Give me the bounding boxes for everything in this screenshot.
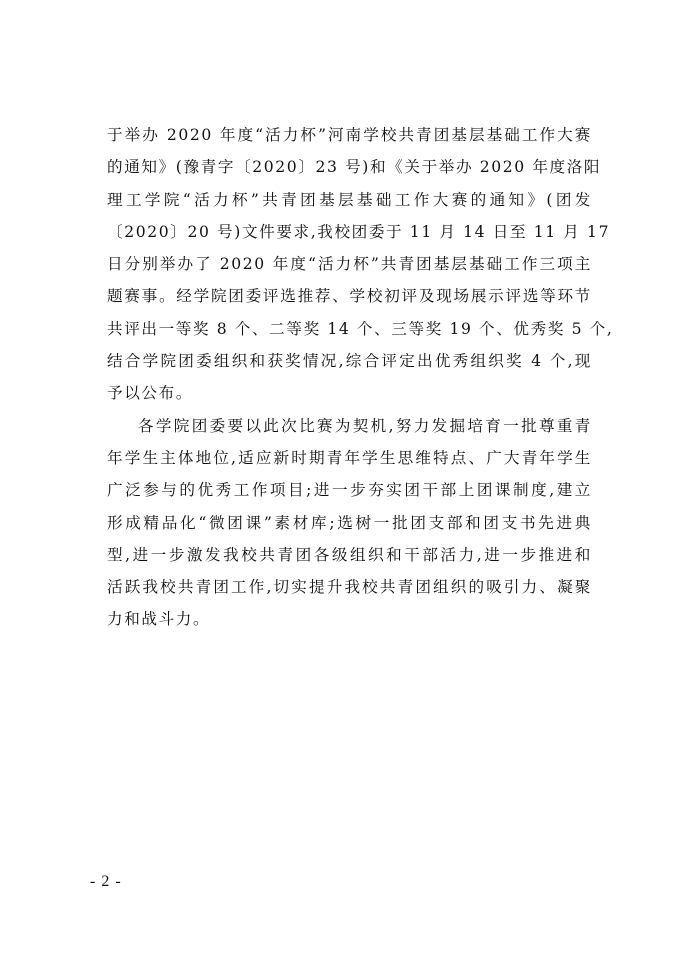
text-line: 〔2020〕20 号)文件要求,我校团委于 11 月 14 日至 11 月 17 bbox=[107, 222, 611, 241]
text-line: 于举办 2020 年度“活力杯”河南学校共青团基层基础工作大赛 bbox=[107, 126, 592, 144]
text-line: 理工学院“活力杯”共青团基层基础工作大赛的通知》(团发 bbox=[107, 190, 592, 209]
text-line: 予以公布。 bbox=[107, 384, 193, 403]
text-line: 结合学院团委组织和获奖情况,综合评定出优秀组织奖 4 个,现 bbox=[107, 352, 592, 371]
text-line: 题赛事。经学院团委评选推荐、学校初评及现场展示评选等环节 bbox=[107, 287, 592, 306]
text-line: 型,进一步激发我校共青团各级组织和干部活力,进一步推进和 bbox=[107, 545, 592, 564]
text-line: 广泛参与的优秀工作项目;进一步夯实团干部上团课制度,建立 bbox=[107, 481, 592, 500]
text-line: 共评出一等奖 8 个、二等奖 14 个、三等奖 19 个、优秀奖 5 个, bbox=[107, 319, 614, 338]
page-number: - 2 - bbox=[90, 873, 122, 890]
paragraph-1 bbox=[107, 119, 614, 410]
body-text bbox=[107, 119, 614, 636]
paragraph-2 bbox=[107, 410, 592, 636]
text-line: 形成精品化“微团课”素材库;选树一批团支部和团支书先进典 bbox=[107, 513, 592, 532]
text-line: 的通知》(豫青字〔2020〕23 号)和《关于举办 2020 年度洛阳 bbox=[107, 158, 602, 177]
text-line: 各学院团委要以此次比赛为契机,努力发掘培育一批尊重青 bbox=[138, 416, 592, 435]
text-line: 力和战斗力。 bbox=[107, 610, 211, 629]
text-line: 年学生主体地位,适应新时期青年学生思维特点、广大青年学生 bbox=[107, 448, 592, 467]
text-line: 活跃我校共青团工作,切实提升我校共青团组织的吸引力、凝聚 bbox=[107, 578, 592, 597]
text-line: 日分别举办了 2020 年度“活力杯”共青团基层基础工作三项主 bbox=[107, 255, 592, 274]
